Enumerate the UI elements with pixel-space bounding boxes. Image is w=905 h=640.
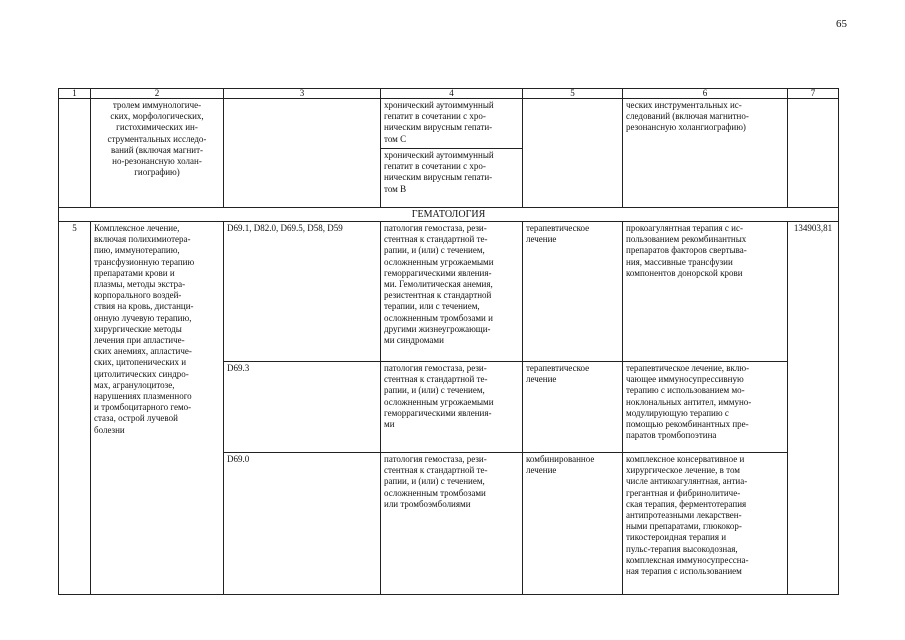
diagnosis-codes: D69.1, D82.0, D69.5, D58, D59: [224, 222, 381, 362]
cont-type-cell: [523, 99, 623, 208]
continuation-row: [59, 99, 839, 208]
cont-model-cell: [381, 99, 523, 208]
cont-num-cell: [59, 99, 91, 208]
treatment-method: комплексное консервативное и хирургическое лечение, в том числе антикоагулянтная, антиа- грегантная и фибринолитиче- ская терапия, ферментотерапия антипротеазными лекарствен- ными препаратами, глюкокор- тикостероидная терапия и пульс-терапия высокодозная, комплексная иммуносупрессна- ная терапия с использованием: [623, 453, 788, 595]
patient-model: патология гемостаза, рези- стентная к стандартной те- рапии, и (или) с течением, осложненным угрожаемыми геморрагическими явления- ми. Гемолитическая анемия, резистентная к стандартной терапии, или с течением, осложненным тромбозами и другими жизнеугрожающи- ми синдромами: [381, 222, 523, 362]
col-num-1: 1: [59, 89, 91, 99]
section-title: ГЕМАТОЛОГИЯ: [59, 208, 839, 222]
treatment-method: терапевтическое лечение, вклю- чающее иммуносупрессивную терапию с использованием мо- ноклональных антител, иммуно- модулирующую терапию с помощью рекомбинантных пре- паратов тромбопоэтина: [623, 362, 788, 453]
column-number-row: [59, 89, 839, 99]
col-num-5: 5: [523, 89, 623, 99]
treatment-type: комбинированное лечение: [523, 453, 623, 595]
patient-model: патология гемостаза, рези- стентная к стандартной те- рапии, и (или) с течением, осложненным угрожаемыми геморрагическими явления- ми: [381, 362, 523, 453]
treatment-method: прокоагулянтная терапия с ис- пользованием рекомбинантных препаратов факторов свертыва- ния, массивные трансфузии компонентов донорской крови: [623, 222, 788, 362]
treatment-type: терапевтическое лечение: [523, 362, 623, 453]
page-number: 65: [836, 18, 847, 30]
diagnosis-codes: D69.0: [224, 453, 381, 595]
col-num-7: 7: [788, 89, 839, 99]
patient-model: патология гемостаза, рези- стентная к стандартной те- рапии, и (или) с течением, осложненным тромбозами или тромбоэмболиями: [381, 453, 523, 595]
section-row: [59, 208, 839, 222]
medical-care-table: [58, 88, 839, 595]
cont-model-text-a: хронический аутоиммунный гепатит в сочетании с хро- ническим вирусным гепати- том С: [384, 100, 494, 144]
price-value: 134903,81: [788, 222, 839, 595]
cont-codes-cell: [224, 99, 381, 208]
row-number: 5: [59, 222, 91, 595]
col-num-4: 4: [381, 89, 523, 99]
treatment-name: Комплексное лечение, включая полихимиотера- пию, иммунотерапию, трансфузионную терапию препаратами крови и плазмы, методы экстра- корпорального воздей- ствия на кровь, дистанци- онную лучевую терапию, хирургические методы лечения при апластиче- ских анемиях, апластиче- ских, цитопенических и цитолитических синдро- мах, агранулоцитозе, нарушениях плазменного и тромбоцитарного гемо- стаза, острой лучевой болезни: [91, 222, 224, 595]
diagnosis-codes: D69.3: [224, 362, 381, 453]
table-row: [59, 222, 839, 362]
cont-description-text: ческих инструментальных ис- следований (включая магнитно- резонансную холангиографию): [623, 99, 788, 208]
col-num-6: 6: [623, 89, 788, 99]
cont-price-cell: [788, 99, 839, 208]
cont-method-text: тролем иммунологиче- ских, морфологических, гистохимических ин- струментальных исследо- ваний (включая магнит- но-резонансную холан- гиографию): [91, 99, 224, 208]
col-num-2: 2: [91, 89, 224, 99]
treatment-type: терапевтическое лечение: [523, 222, 623, 362]
cont-model-text-b: хронический аутоиммунный гепатит в сочетании с хро- ническим вирусным гепати- том В: [381, 148, 522, 195]
col-num-3: 3: [224, 89, 381, 99]
